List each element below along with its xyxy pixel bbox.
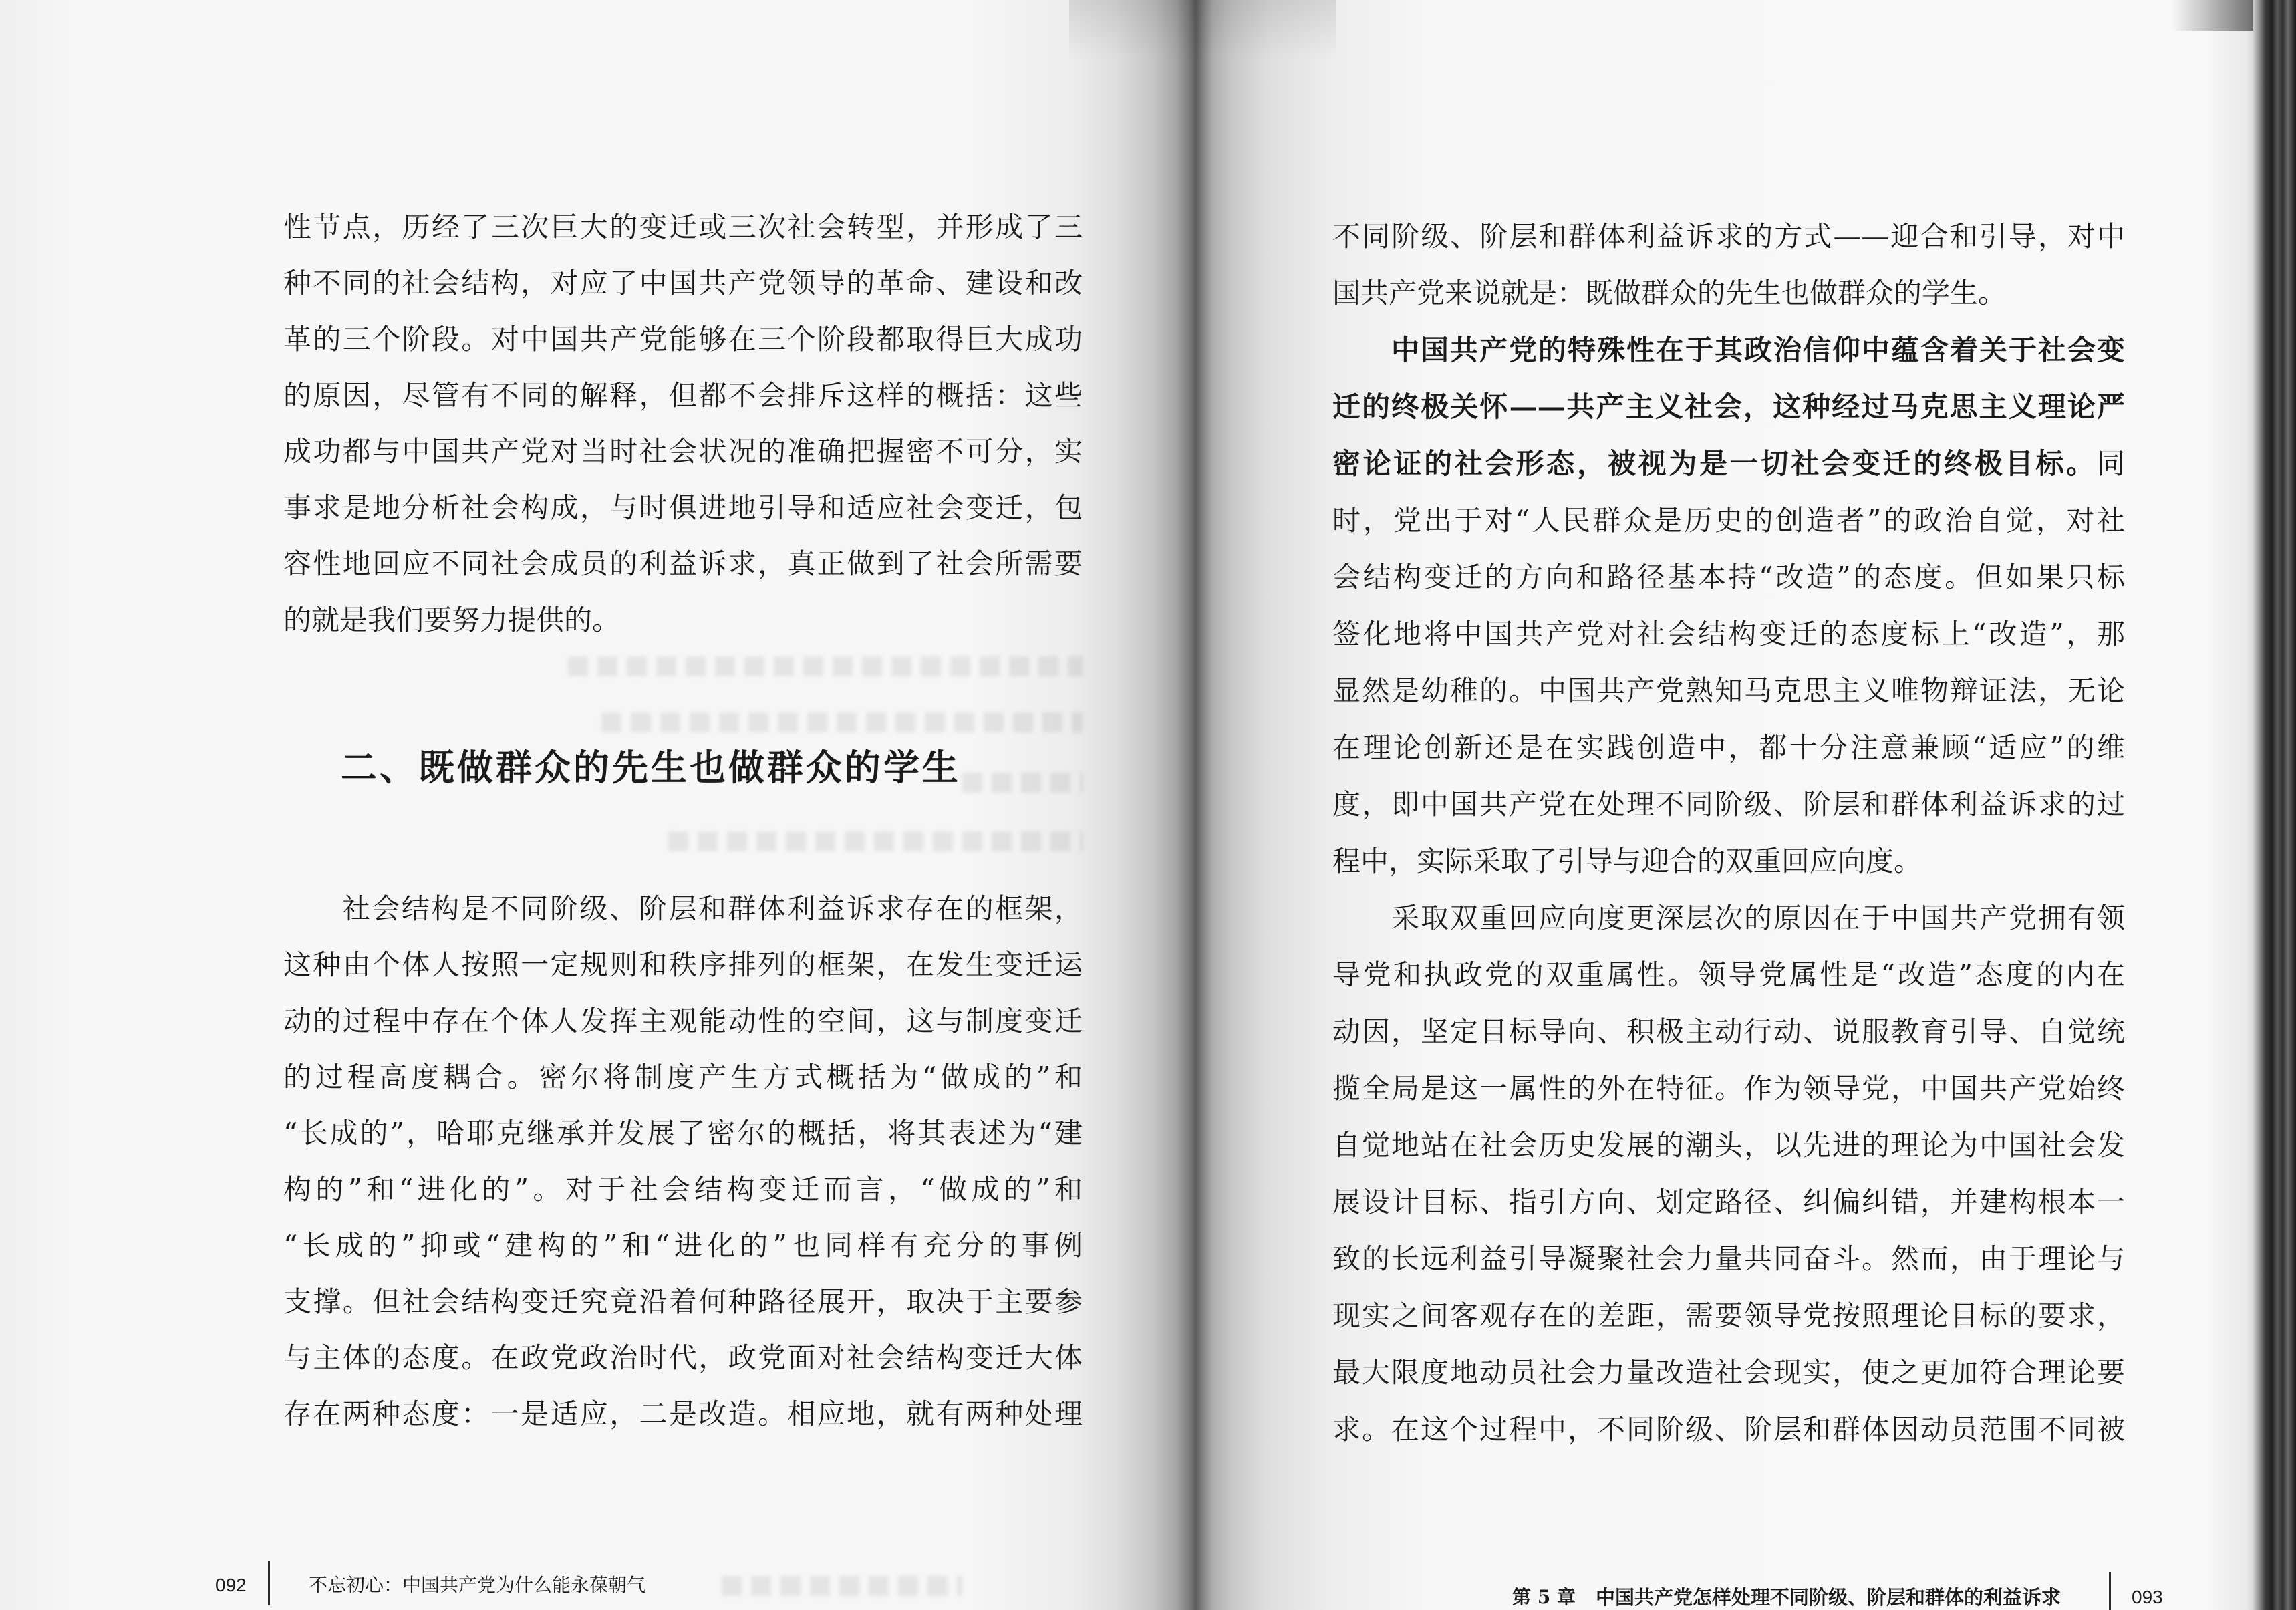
- text-line: 采取双重回应向度更深层次的原因在于中国共产党拥有领: [1391, 902, 2125, 934]
- text-line: 导党和执政党的双重属性。领导党属性是“改造”态度的内在: [1332, 958, 2125, 991]
- text-line: 度，即中国共产党在处理不同阶级、阶层和群体利益诉求的过: [1332, 788, 2125, 821]
- text-line: 与主体的态度。在政党政治时代，政党面对社会结构变迁大体: [283, 1341, 1083, 1374]
- running-head-book-title: 不忘初心：中国共产党为什么能永葆朝气: [309, 1574, 646, 1596]
- emphasis-text: 密论证的社会形态，被视为是一切社会变迁的终极目标。: [1332, 447, 2097, 480]
- text-line: 支撑。但社会结构变迁究竟沿着何种路径展开，取决于主要参: [283, 1285, 1083, 1318]
- section-heading: 二、既做群众的先生也做群众的学生: [341, 746, 961, 789]
- text-line: 性节点，历经了三次巨大的变迁或三次社会转型，并形成了三: [283, 211, 1083, 243]
- text-line: 存在两种态度：一是适应，二是改造。相应地，就有两种处理: [283, 1397, 1083, 1430]
- emphasis-line: 迁的终极关怀——共产主义社会，这种经过马克思主义理论严: [1332, 390, 2125, 423]
- text-line: 在理论创新还是在实践创造中，都十分注意兼顾“适应”的维: [1332, 731, 2125, 764]
- footer-divider: [268, 1561, 270, 1605]
- text-line: 国共产党来说就是：既做群众的先生也做群众的学生。: [1332, 277, 2007, 309]
- text-line: 动因，坚定目标导向、积极主动行动、说服教育引导、自觉统: [1332, 1015, 2125, 1048]
- text-line: 的过程高度耦合。密尔将制度产生方式概括为“做成的”和: [283, 1061, 1083, 1093]
- bleed-through-mark: [568, 656, 1083, 676]
- text-line: 揽全局是这一属性的外在特征。作为领导党，中国共产党始终: [1332, 1072, 2125, 1105]
- text-line: 事求是地分析社会构成，与时俱进地引导和适应社会变迁，包: [283, 491, 1083, 524]
- left-page-paragraph-1: [283, 199, 1083, 648]
- running-head-chapter-title: 中国共产党怎样处理不同阶级、阶层和群体的利益诉求: [1596, 1586, 2061, 1609]
- bleed-through-mark: [601, 712, 1083, 732]
- text-line: 求。在这个过程中，不同阶级、阶层和群体因动员范围不同被: [1332, 1413, 2125, 1446]
- bleed-through-mark: [722, 1576, 962, 1596]
- text-line: 自觉地站在社会历史发展的潮头，以先进的理论为中国社会发: [1332, 1129, 2125, 1162]
- text-line: 致的长远利益引导凝聚社会力量共同奋斗。然而，由于理论与: [1332, 1242, 2125, 1275]
- page-number-right: 093: [2132, 1587, 2163, 1607]
- gutter-top-shadow: [1069, 0, 1336, 60]
- text-line: 容性地回应不同社会成员的利益诉求，真正做到了社会所需要: [283, 547, 1083, 580]
- text-line: 社会结构是不同阶级、阶层和群体利益诉求存在的框架，: [342, 892, 1083, 925]
- text-line: 种不同的社会结构，对应了中国共产党领导的革命、建设和改: [283, 267, 1083, 299]
- text-line: 成功都与中国共产党对当时社会状况的准确把握密不可分，实: [283, 435, 1083, 468]
- text-line: 最大限度地动员社会力量改造社会现实，使之更加符合理论要: [1332, 1356, 2125, 1389]
- text-line: 现实之间客观存在的差距，需要领导党按照理论目标的要求，: [1332, 1299, 2125, 1332]
- right-page-text: [1332, 208, 2125, 1458]
- text-line: 的就是我们要努力提供的。: [283, 603, 621, 636]
- page-number-left: 092: [215, 1575, 247, 1595]
- text-line: 程中，实际采取了引导与迎合的双重回应向度。: [1332, 845, 1922, 878]
- text-line: 显然是幼稚的。中国共产党熟知马克思主义唯物辩证法，无论: [1332, 674, 2125, 707]
- text-line: [1332, 435, 2125, 492]
- text-line: “长成的”，哈耶克继承并发展了密尔的概括，将其表述为“建: [283, 1117, 1083, 1150]
- bleed-through-mark: [668, 831, 1083, 851]
- text-line: 构的”和“进化的”。对于社会结构变迁而言，“做成的”和: [283, 1173, 1083, 1206]
- text-line: 革的三个阶段。对中国共产党能够在三个阶段都取得巨大成功: [283, 323, 1083, 356]
- text-line: 时，党出于对“人民群众是历史的创造者”的政治自觉，对社: [1332, 504, 2125, 537]
- running-head-chapter-number: 第 5 章: [1512, 1586, 1576, 1608]
- text-line: 不同阶级、阶层和群体利益诉求的方式——迎合和引导，对中: [1332, 220, 2125, 253]
- emphasis-line: 中国共产党的特殊性在于其政治信仰中蕴含着关于社会变: [1391, 333, 2125, 366]
- text-line: 的原因，尽管有不同的解释，但都不会排斥这样的概括：这些: [283, 379, 1083, 412]
- text-line: 会结构变迁的方向和路径基本持“改造”的态度。但如果只标: [1332, 561, 2125, 593]
- text-line: 这种由个体人按照一定规则和秩序排列的框架，在发生变迁运: [283, 948, 1083, 981]
- text-line: “长成的”抑或“建构的”和“进化的”也同样有充分的事例: [283, 1229, 1083, 1262]
- book-edge: [2253, 0, 2296, 1610]
- left-page-paragraph-2: [283, 881, 1083, 1442]
- text-line: 动的过程中存在个体人发挥主观能动性的空间，这与制度变迁: [283, 1004, 1083, 1037]
- text-line: 展设计目标、指引方向、划定路径、纠偏纠错，并建构根本一: [1332, 1186, 2125, 1218]
- footer-divider: [2109, 1572, 2111, 1610]
- text-line: 签化地将中国共产党对社会结构变迁的态度标上“改造”，那: [1332, 618, 2125, 650]
- body-text: 同: [2096, 447, 2125, 480]
